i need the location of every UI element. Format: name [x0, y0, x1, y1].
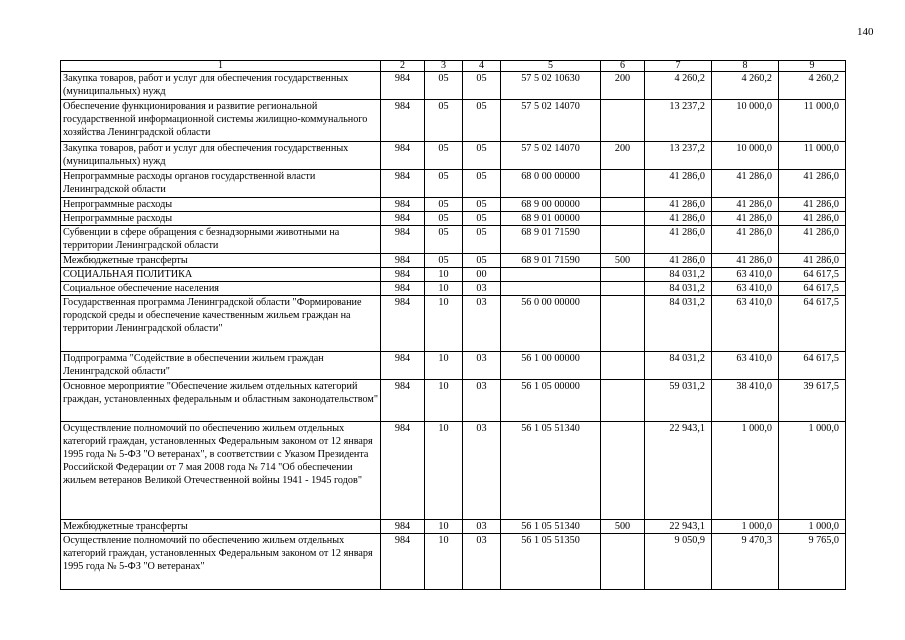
cell-subsection: 03 — [463, 422, 501, 520]
cell-target-article — [501, 282, 601, 296]
cell-amount-col8: 41 286,0 — [712, 212, 779, 226]
cell-section: 05 — [425, 72, 463, 100]
cell-target-article: 56 1 05 51340 — [501, 422, 601, 520]
cell-section: 05 — [425, 212, 463, 226]
cell-expense-type: 200 — [601, 142, 645, 170]
cell-target-article — [501, 268, 601, 282]
cell-subsection: 05 — [463, 142, 501, 170]
table-row — [61, 268, 846, 282]
cell-amount-col8: 41 286,0 — [712, 226, 779, 254]
cell-amount-col7: 59 031,2 — [645, 380, 712, 422]
table-row — [61, 212, 846, 226]
table-row — [61, 226, 846, 254]
cell-subsection: 03 — [463, 296, 501, 352]
row-name: Непрограммные расходы — [61, 212, 381, 226]
cell-amount-col9: 64 617,5 — [779, 282, 846, 296]
cell-expense-type — [601, 422, 645, 520]
cell-amount-col9: 39 617,5 — [779, 380, 846, 422]
cell-target-article: 56 1 00 00000 — [501, 352, 601, 380]
row-name: Межбюджетные трансферты — [61, 254, 381, 268]
cell-target-article: 68 9 01 71590 — [501, 226, 601, 254]
column-header: 7 — [645, 61, 712, 72]
column-header: 2 — [381, 61, 425, 72]
cell-amount-col9: 1 000,0 — [779, 520, 846, 534]
table-row — [61, 352, 846, 380]
cell-amount-col8: 4 260,2 — [712, 72, 779, 100]
cell-expense-type — [601, 226, 645, 254]
column-header: 3 — [425, 61, 463, 72]
cell-amount-col8: 9 470,3 — [712, 534, 779, 590]
cell-amount-col7: 13 237,2 — [645, 100, 712, 142]
cell-amount-col9: 64 617,5 — [779, 352, 846, 380]
row-name: Закупка товаров, работ и услуг для обеспечения государственных (муниципальных) нужд — [61, 72, 381, 100]
cell-ministry-code: 984 — [381, 296, 425, 352]
cell-amount-col9: 64 617,5 — [779, 268, 846, 282]
cell-amount-col8: 1 000,0 — [712, 422, 779, 520]
cell-amount-col9: 11 000,0 — [779, 142, 846, 170]
cell-amount-col8: 41 286,0 — [712, 198, 779, 212]
cell-expense-type — [601, 296, 645, 352]
cell-section: 10 — [425, 282, 463, 296]
cell-target-article: 56 1 05 51340 — [501, 520, 601, 534]
cell-amount-col7: 84 031,2 — [645, 268, 712, 282]
cell-amount-col7: 41 286,0 — [645, 254, 712, 268]
table-row — [61, 100, 846, 142]
cell-expense-type: 500 — [601, 254, 645, 268]
cell-section: 10 — [425, 380, 463, 422]
cell-amount-col8: 41 286,0 — [712, 254, 779, 268]
cell-expense-type — [601, 212, 645, 226]
cell-amount-col7: 9 050,9 — [645, 534, 712, 590]
cell-target-article: 57 5 02 14070 — [501, 142, 601, 170]
row-name: Осуществление полномочий по обеспечению жильем отдельных категорий граждан, установленных Федеральным законом от 12 января 1995 года № 5-ФЗ "О ветеранах" — [61, 534, 381, 590]
cell-target-article: 56 1 05 51350 — [501, 534, 601, 590]
cell-ministry-code: 984 — [381, 352, 425, 380]
cell-subsection: 05 — [463, 170, 501, 198]
cell-ministry-code: 984 — [381, 170, 425, 198]
cell-amount-col9: 1 000,0 — [779, 422, 846, 520]
cell-subsection: 00 — [463, 268, 501, 282]
row-name: Обеспечение функционирования и развитие региональной государственной информационной системы жилищно-коммунального хозяйства Ленинградской области — [61, 100, 381, 142]
cell-amount-col9: 9 765,0 — [779, 534, 846, 590]
cell-amount-col8: 63 410,0 — [712, 352, 779, 380]
cell-expense-type — [601, 170, 645, 198]
cell-amount-col8: 63 410,0 — [712, 296, 779, 352]
table-row — [61, 254, 846, 268]
row-name: Социальное обеспечение населения — [61, 282, 381, 296]
cell-section: 05 — [425, 254, 463, 268]
row-name: Закупка товаров, работ и услуг для обеспечения государственных (муниципальных) нужд — [61, 142, 381, 170]
cell-amount-col7: 22 943,1 — [645, 422, 712, 520]
row-name: Межбюджетные трансферты — [61, 520, 381, 534]
cell-ministry-code: 984 — [381, 254, 425, 268]
cell-expense-type — [601, 100, 645, 142]
cell-subsection: 05 — [463, 254, 501, 268]
cell-ministry-code: 984 — [381, 520, 425, 534]
cell-amount-col8: 38 410,0 — [712, 380, 779, 422]
cell-amount-col9: 41 286,0 — [779, 198, 846, 212]
cell-amount-col9: 64 617,5 — [779, 296, 846, 352]
column-header: 4 — [463, 61, 501, 72]
cell-expense-type: 200 — [601, 72, 645, 100]
cell-ministry-code: 984 — [381, 268, 425, 282]
cell-amount-col9: 11 000,0 — [779, 100, 846, 142]
cell-ministry-code: 984 — [381, 380, 425, 422]
cell-ministry-code: 984 — [381, 422, 425, 520]
cell-amount-col8: 10 000,0 — [712, 100, 779, 142]
cell-amount-col7: 84 031,2 — [645, 282, 712, 296]
cell-expense-type — [601, 380, 645, 422]
cell-ministry-code: 984 — [381, 534, 425, 590]
cell-subsection: 05 — [463, 226, 501, 254]
cell-subsection: 03 — [463, 380, 501, 422]
cell-subsection: 03 — [463, 520, 501, 534]
row-name: Осуществление полномочий по обеспечению жильем отдельных категорий граждан, установленных Федеральным законом от 12 января 1995 года № 5-ФЗ "О ветеранах", в соответствии с Указом Президента Российской Федерации от 7 мая 2008 года № 714 "Об обеспечении жильем ветеранов Великой Отечественной войны 1941 - 1945 годов" — [61, 422, 381, 520]
cell-amount-col7: 41 286,0 — [645, 212, 712, 226]
table-row — [61, 520, 846, 534]
cell-expense-type: 500 — [601, 520, 645, 534]
cell-amount-col8: 10 000,0 — [712, 142, 779, 170]
row-name: СОЦИАЛЬНАЯ ПОЛИТИКА — [61, 268, 381, 282]
header-row — [61, 61, 846, 72]
cell-section: 10 — [425, 296, 463, 352]
cell-section: 05 — [425, 198, 463, 212]
cell-amount-col7: 22 943,1 — [645, 520, 712, 534]
table-row — [61, 142, 846, 170]
table-row — [61, 422, 846, 520]
cell-ministry-code: 984 — [381, 282, 425, 296]
cell-subsection: 03 — [463, 352, 501, 380]
page-number: 140 — [857, 26, 874, 38]
cell-expense-type — [601, 282, 645, 296]
cell-amount-col8: 41 286,0 — [712, 170, 779, 198]
column-header: 1 — [61, 61, 381, 72]
cell-subsection: 03 — [463, 534, 501, 590]
cell-ministry-code: 984 — [381, 100, 425, 142]
cell-section: 10 — [425, 534, 463, 590]
cell-amount-col7: 4 260,2 — [645, 72, 712, 100]
table-row — [61, 72, 846, 100]
cell-ministry-code: 984 — [381, 72, 425, 100]
cell-amount-col9: 41 286,0 — [779, 212, 846, 226]
cell-amount-col9: 41 286,0 — [779, 254, 846, 268]
cell-target-article: 57 5 02 14070 — [501, 100, 601, 142]
row-name: Непрограммные расходы органов государственной власти Ленинградской области — [61, 170, 381, 198]
table-row — [61, 380, 846, 422]
cell-amount-col8: 63 410,0 — [712, 268, 779, 282]
cell-amount-col7: 41 286,0 — [645, 198, 712, 212]
cell-target-article: 57 5 02 10630 — [501, 72, 601, 100]
cell-target-article: 56 1 05 00000 — [501, 380, 601, 422]
cell-subsection: 05 — [463, 100, 501, 142]
cell-amount-col9: 41 286,0 — [779, 226, 846, 254]
table-row — [61, 534, 846, 590]
cell-target-article: 68 9 01 00000 — [501, 212, 601, 226]
table-row — [61, 170, 846, 198]
cell-amount-col8: 1 000,0 — [712, 520, 779, 534]
cell-section: 10 — [425, 422, 463, 520]
cell-section: 05 — [425, 100, 463, 142]
cell-section: 10 — [425, 520, 463, 534]
cell-expense-type — [601, 352, 645, 380]
cell-ministry-code: 984 — [381, 142, 425, 170]
table-row — [61, 282, 846, 296]
cell-target-article: 68 9 01 71590 — [501, 254, 601, 268]
cell-amount-col8: 63 410,0 — [712, 282, 779, 296]
cell-ministry-code: 984 — [381, 198, 425, 212]
row-name: Субвенции в сфере обращения с безнадзорными животными на территории Ленинградской области — [61, 226, 381, 254]
cell-expense-type — [601, 534, 645, 590]
budget-table — [60, 60, 846, 590]
cell-amount-col7: 41 286,0 — [645, 170, 712, 198]
column-header: 8 — [712, 61, 779, 72]
cell-amount-col7: 41 286,0 — [645, 226, 712, 254]
cell-amount-col7: 13 237,2 — [645, 142, 712, 170]
cell-subsection: 05 — [463, 198, 501, 212]
cell-amount-col7: 84 031,2 — [645, 352, 712, 380]
cell-expense-type — [601, 268, 645, 282]
cell-subsection: 05 — [463, 72, 501, 100]
cell-target-article: 68 9 00 00000 — [501, 198, 601, 212]
cell-expense-type — [601, 198, 645, 212]
row-name: Непрограммные расходы — [61, 198, 381, 212]
cell-target-article: 56 0 00 00000 — [501, 296, 601, 352]
cell-subsection: 05 — [463, 212, 501, 226]
cell-section: 05 — [425, 226, 463, 254]
cell-ministry-code: 984 — [381, 226, 425, 254]
cell-amount-col7: 84 031,2 — [645, 296, 712, 352]
cell-amount-col9: 41 286,0 — [779, 170, 846, 198]
row-name: Основное мероприятие "Обеспечение жильем отдельных категорий граждан, установленных федеральным и областным законодательством" — [61, 380, 381, 422]
column-header: 9 — [779, 61, 846, 72]
cell-section: 10 — [425, 268, 463, 282]
table-row — [61, 198, 846, 212]
cell-amount-col9: 4 260,2 — [779, 72, 846, 100]
cell-target-article: 68 0 00 00000 — [501, 170, 601, 198]
row-name: Подпрограмма "Содействие в обеспечении жильем граждан Ленинградской области" — [61, 352, 381, 380]
column-header: 5 — [501, 61, 601, 72]
cell-section: 10 — [425, 352, 463, 380]
cell-section: 05 — [425, 170, 463, 198]
cell-section: 05 — [425, 142, 463, 170]
column-header: 6 — [601, 61, 645, 72]
row-name: Государственная программа Ленинградской области "Формирование городской среды и обеспечение качественным жильем граждан на территории Ленинградской области" — [61, 296, 381, 352]
cell-ministry-code: 984 — [381, 212, 425, 226]
cell-subsection: 03 — [463, 282, 501, 296]
table-row — [61, 296, 846, 352]
